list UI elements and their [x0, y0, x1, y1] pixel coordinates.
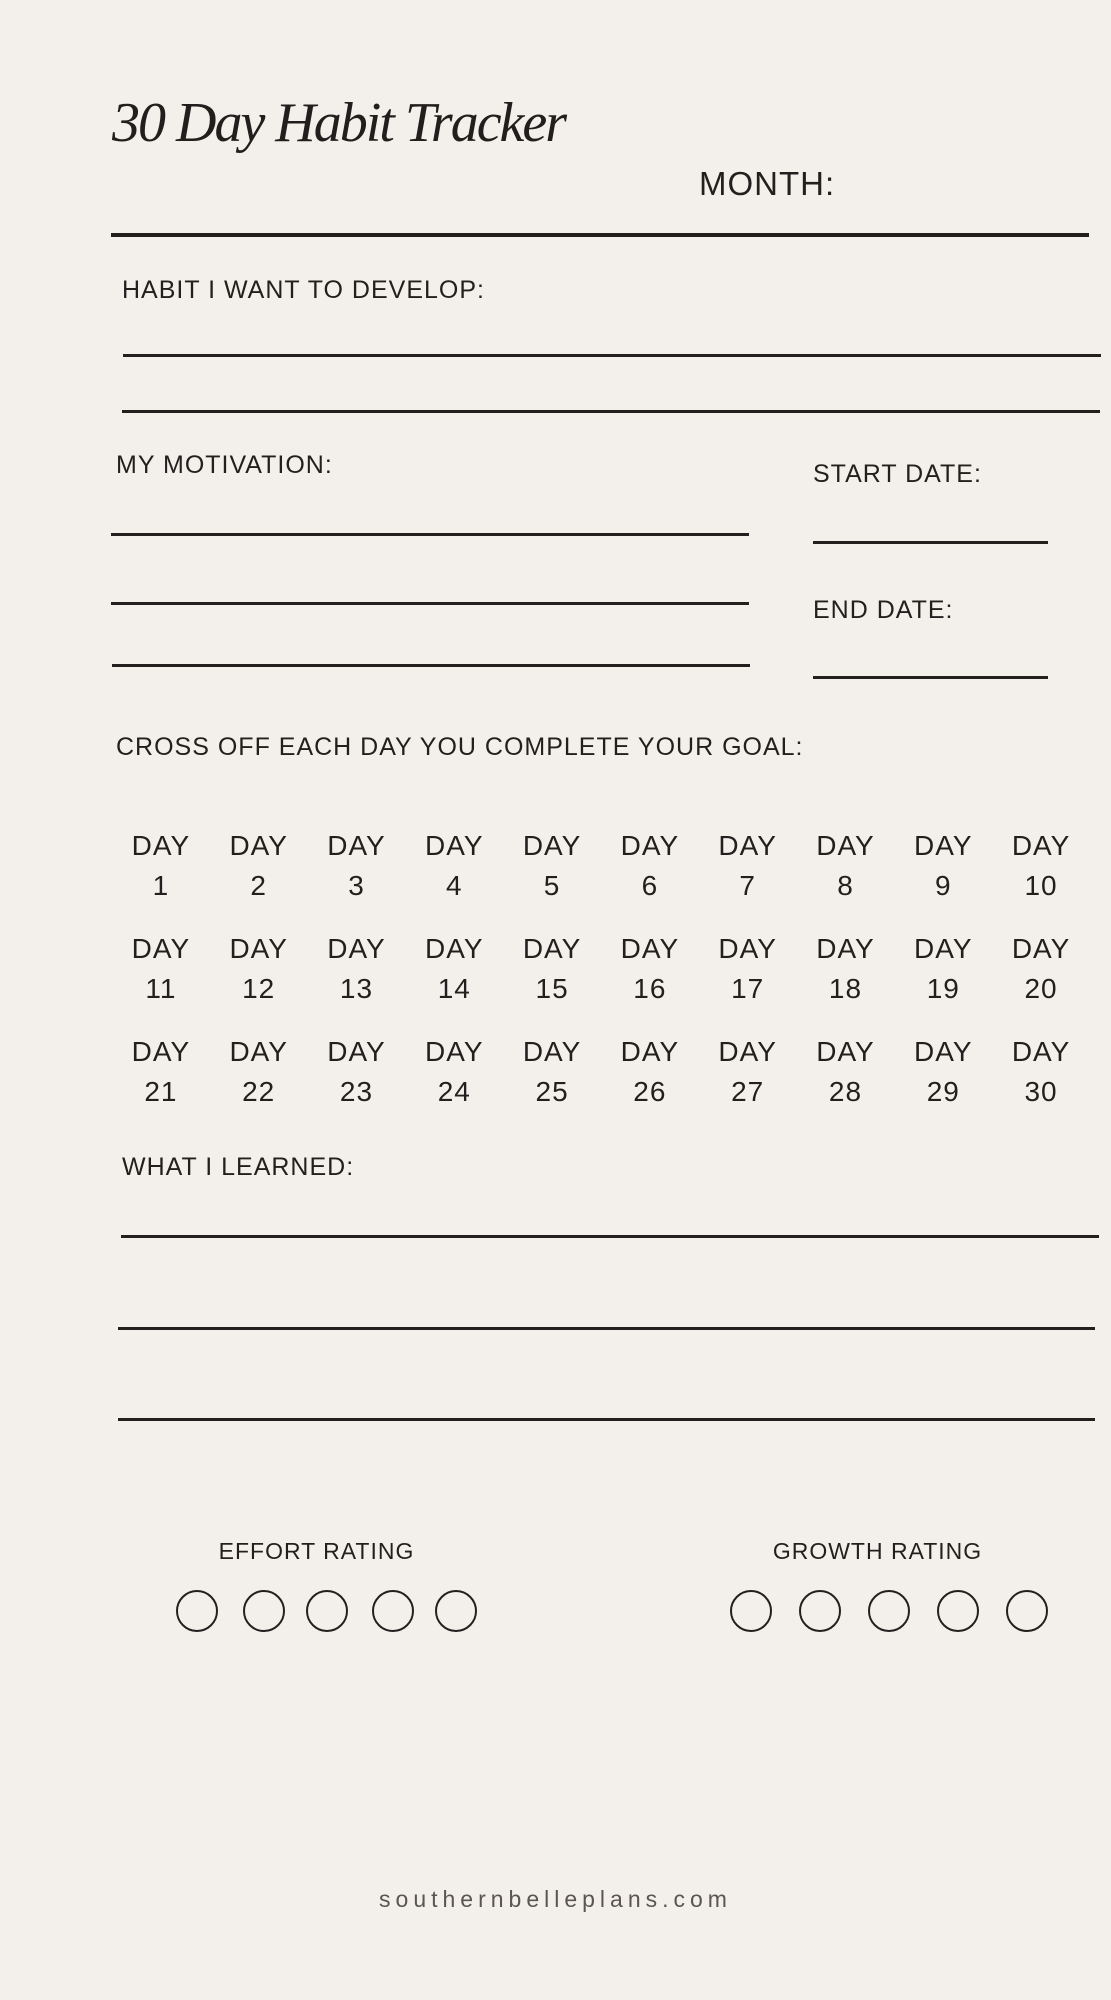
- effort-rating-circle-3[interactable]: [306, 1590, 348, 1632]
- day-cell[interactable]: [503, 1032, 601, 1135]
- day-word: DAY: [229, 1036, 288, 1067]
- day-grid: [112, 826, 1090, 1135]
- day-word: DAY: [522, 830, 582, 861]
- effort-rating-circle-2[interactable]: [243, 1590, 285, 1632]
- day-number: 9: [934, 870, 952, 901]
- day-number: 1: [152, 870, 170, 901]
- day-number: 24: [437, 1076, 471, 1107]
- day-number: 2: [250, 870, 267, 901]
- day-word: DAY: [620, 1036, 680, 1067]
- day-cell[interactable]: [797, 929, 895, 1032]
- day-number: 19: [926, 973, 960, 1004]
- day-number: 18: [828, 973, 863, 1004]
- motivation-line-3[interactable]: [112, 664, 750, 667]
- day-cell[interactable]: [405, 929, 503, 1032]
- day-number: 21: [144, 1076, 178, 1107]
- growth-rating-circle-3[interactable]: [868, 1590, 910, 1632]
- day-cell[interactable]: [503, 826, 601, 929]
- day-number: 3: [348, 870, 365, 901]
- day-word: DAY: [229, 933, 288, 964]
- day-cell[interactable]: [308, 1032, 406, 1135]
- day-word: DAY: [816, 830, 875, 861]
- day-number: 8: [837, 870, 854, 901]
- day-number: 22: [242, 1076, 276, 1107]
- day-cell[interactable]: [210, 826, 308, 929]
- day-cell[interactable]: [797, 1032, 895, 1135]
- day-number: 30: [1024, 1076, 1058, 1107]
- day-cell[interactable]: [992, 1032, 1090, 1135]
- day-word: DAY: [131, 830, 191, 861]
- end-date-line[interactable]: [813, 676, 1048, 679]
- day-number: 23: [339, 1076, 374, 1107]
- day-word: DAY: [914, 933, 973, 964]
- day-word: DAY: [816, 1036, 875, 1067]
- start-date-label: START DATE:: [813, 460, 982, 488]
- day-cell[interactable]: [405, 1032, 503, 1135]
- day-number: 12: [242, 973, 276, 1004]
- effort-rating-circle-1[interactable]: [176, 1590, 218, 1632]
- day-cell[interactable]: [308, 929, 406, 1032]
- day-cell[interactable]: [601, 929, 699, 1032]
- day-number: 16: [633, 973, 667, 1004]
- day-cell[interactable]: [894, 826, 992, 929]
- day-word: DAY: [718, 933, 777, 964]
- day-word: DAY: [425, 933, 484, 964]
- day-word: DAY: [131, 933, 191, 964]
- day-word: DAY: [914, 830, 973, 861]
- day-row: [112, 826, 1090, 929]
- page-title: 30 Day Habit Tracker: [112, 92, 566, 154]
- day-number: 14: [437, 973, 471, 1004]
- motivation-line-2[interactable]: [111, 602, 749, 605]
- day-cell[interactable]: [601, 826, 699, 929]
- day-number: 25: [535, 1076, 569, 1107]
- day-cell[interactable]: [112, 1032, 210, 1135]
- day-number: 26: [633, 1076, 667, 1107]
- learned-label: WHAT I LEARNED:: [122, 1153, 355, 1181]
- day-number: 5: [543, 870, 561, 901]
- footer-website: southernbelleplans.com: [379, 1886, 732, 1912]
- day-word: DAY: [522, 1036, 582, 1067]
- day-word: DAY: [718, 1036, 777, 1067]
- day-cell[interactable]: [699, 1032, 797, 1135]
- learned-line-2[interactable]: [118, 1327, 1095, 1330]
- effort-rating-label: EFFORT RATING: [218, 1538, 415, 1564]
- day-word: DAY: [718, 830, 777, 861]
- motivation-label: MY MOTIVATION:: [116, 451, 333, 479]
- effort-rating-circle-4[interactable]: [372, 1590, 414, 1632]
- motivation-line-1[interactable]: [111, 533, 749, 536]
- day-cell[interactable]: [992, 929, 1090, 1032]
- growth-rating-circle-5[interactable]: [1006, 1590, 1048, 1632]
- day-number: 27: [731, 1076, 765, 1107]
- day-word: DAY: [327, 1036, 386, 1067]
- day-cell[interactable]: [405, 826, 503, 929]
- day-word: DAY: [425, 830, 484, 861]
- day-number: 20: [1024, 973, 1058, 1004]
- day-cell[interactable]: [601, 1032, 699, 1135]
- day-cell[interactable]: [308, 826, 406, 929]
- day-number: 13: [339, 973, 374, 1004]
- start-date-line[interactable]: [813, 541, 1048, 544]
- day-word: DAY: [327, 933, 386, 964]
- day-word: DAY: [522, 933, 582, 964]
- day-row: [112, 929, 1090, 1032]
- growth-rating-label: GROWTH RATING: [772, 1538, 983, 1564]
- day-word: DAY: [327, 830, 386, 861]
- day-cell[interactable]: [210, 929, 308, 1032]
- day-word: DAY: [620, 830, 680, 861]
- day-cell[interactable]: [699, 929, 797, 1032]
- day-word: DAY: [1011, 933, 1071, 964]
- effort-rating-circle-5[interactable]: [435, 1590, 477, 1632]
- day-cell[interactable]: [894, 929, 992, 1032]
- habit-label: HABIT I WANT TO DEVELOP:: [122, 276, 485, 304]
- day-number: 28: [828, 1076, 863, 1107]
- day-word: DAY: [1011, 1036, 1071, 1067]
- day-row: [112, 1032, 1090, 1135]
- day-cell[interactable]: [797, 826, 895, 929]
- day-word: DAY: [131, 1036, 191, 1067]
- day-number: 7: [739, 870, 756, 901]
- day-number: 10: [1024, 870, 1058, 901]
- day-word: DAY: [425, 1036, 484, 1067]
- month-line[interactable]: [111, 233, 1089, 237]
- end-date-label: END DATE:: [813, 596, 954, 624]
- month-label: MONTH:: [699, 165, 836, 202]
- day-word: DAY: [914, 1036, 973, 1067]
- day-number: 11: [145, 973, 177, 1004]
- day-word: DAY: [620, 933, 680, 964]
- day-number: 29: [926, 1076, 960, 1107]
- growth-rating-circle-2[interactable]: [799, 1590, 841, 1632]
- day-cell[interactable]: [699, 826, 797, 929]
- day-number: 15: [535, 973, 569, 1004]
- day-number: 17: [731, 973, 765, 1004]
- growth-rating-circle-1[interactable]: [730, 1590, 772, 1632]
- learned-line-3[interactable]: [118, 1418, 1095, 1421]
- day-cell[interactable]: [112, 929, 210, 1032]
- day-cell[interactable]: [992, 826, 1090, 929]
- day-cell[interactable]: [894, 1032, 992, 1135]
- day-word: DAY: [1011, 830, 1071, 861]
- learned-line-1[interactable]: [121, 1235, 1099, 1238]
- habit-line-1[interactable]: [123, 354, 1101, 357]
- day-number: 6: [641, 870, 659, 901]
- day-cell[interactable]: [112, 826, 210, 929]
- day-number: 4: [446, 870, 463, 901]
- tracker-instruction: CROSS OFF EACH DAY YOU COMPLETE YOUR GOAL:: [116, 733, 804, 761]
- day-cell[interactable]: [210, 1032, 308, 1135]
- day-word: DAY: [816, 933, 875, 964]
- habit-line-2[interactable]: [122, 410, 1100, 413]
- growth-rating-circle-4[interactable]: [937, 1590, 979, 1632]
- day-word: DAY: [229, 830, 288, 861]
- day-cell[interactable]: [503, 929, 601, 1032]
